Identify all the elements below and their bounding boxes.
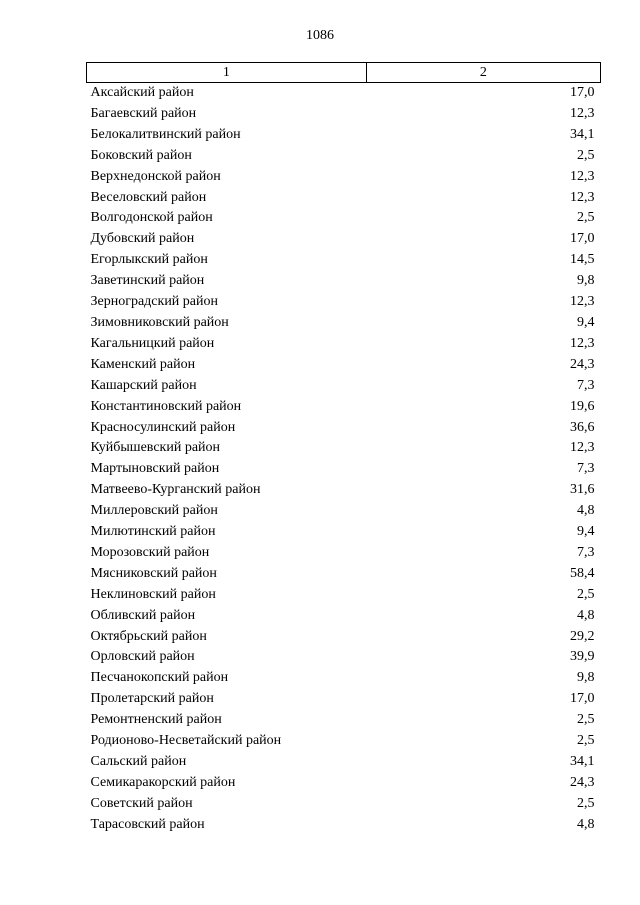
table-row [87,731,601,752]
district-value: 58,4 [570,565,595,581]
table-row [87,564,601,585]
table-row [87,167,601,188]
district-value: 7,3 [577,544,595,560]
column-header-2: 2 [366,63,600,83]
district-name: Егорлыкский район [90,252,208,268]
table-row [87,418,601,439]
district-name: Кашарский район [90,377,197,393]
table-row [87,313,601,334]
table-row [87,229,601,250]
district-name: Дубовский район [90,231,195,247]
district-name: Обливский район [90,607,196,623]
district-value: 12,3 [570,189,595,205]
district-name: Мясниковский район [90,565,217,581]
district-value: 34,1 [570,754,595,769]
table-row [87,292,601,313]
district-table [86,62,601,836]
district-name: Матвеево-Курганский район [90,482,261,498]
district-name: Морозовский район [90,544,210,560]
district-name: Багаевский район [90,105,197,121]
district-value: 24,3 [570,774,595,790]
district-name: Советский район [90,795,193,811]
district-value: 31,6 [570,482,595,498]
district-value: 14,5 [570,252,595,268]
table-row [87,334,601,355]
district-name: Куйбышевский район [90,440,221,456]
table-body [87,83,601,836]
district-name: Зерноградский район [90,294,218,310]
district-value: 19,6 [570,398,595,414]
district-name: Белокалитвинский район [90,126,241,142]
table-row [87,794,601,815]
table-row [87,585,601,606]
district-value: 7,3 [577,461,595,477]
district-value: 34,1 [570,126,595,142]
district-value: 2,5 [577,147,595,163]
district-value: 12,3 [570,440,595,456]
district-name: Милютинский район [90,524,216,540]
district-name: Боковский район [90,147,192,163]
column-header-1: 1 [87,63,367,83]
district-name: Миллеровский район [90,503,218,519]
district-name: Песчанокопский район [90,670,229,686]
district-name: Родионово-Несветайский район [90,733,282,749]
district-value: 24,3 [570,356,595,372]
district-value: 4,8 [577,607,595,623]
table-row [87,250,601,271]
district-value: 39,9 [570,649,595,665]
district-value: 2,5 [577,586,595,602]
table-row [87,104,601,125]
district-value: 29,2 [570,628,595,644]
district-value: 9,8 [577,670,595,686]
district-value: 9,4 [577,314,595,330]
district-name: Веселовский район [90,189,207,205]
table-row [87,480,601,501]
table-row [87,501,601,522]
district-name: Каменский район [90,356,196,372]
district-name: Семикаракорский район [90,774,236,790]
district-value: 2,5 [577,210,595,226]
table-row [87,689,601,710]
district-value: 4,8 [577,503,595,519]
table-row [87,146,601,167]
table-row [87,271,601,292]
district-name: Ремонтненский район [90,712,222,728]
table-row [87,397,601,418]
table-row [87,647,601,668]
district-value: 9,4 [577,524,595,540]
table-row [87,606,601,627]
district-value: 4,8 [577,816,595,832]
district-name: Зимовниковский район [90,314,229,330]
table-row [87,752,601,773]
table-header [87,63,601,83]
table-row [87,815,601,836]
district-value: 12,3 [570,105,595,121]
table-row [87,773,601,794]
district-name: Мартыновский район [90,461,220,477]
table-header-row [87,63,601,83]
district-name: Неклиновский район [90,586,216,602]
table-row [87,188,601,209]
district-name: Кагальницкий район [90,335,215,351]
district-name: Пролетарский район [90,691,214,707]
district-name: Верхнедонской район [90,168,221,184]
district-value: 36,6 [570,419,595,435]
district-value: 17,0 [570,85,595,100]
table-row [87,522,601,543]
district-value: 2,5 [577,733,595,749]
district-value: 12,3 [570,335,595,351]
district-name: Красносулинский район [90,419,236,435]
table-row [87,83,601,104]
page-number: 1086 [306,28,334,43]
district-value: 9,8 [577,273,595,289]
district-value: 2,5 [577,795,595,811]
district-name: Константиновский район [90,398,242,414]
district-name: Октябрьский район [90,628,207,644]
district-name: Сальский район [90,754,187,769]
table-row [87,125,601,146]
table-row [87,668,601,689]
table-row [87,438,601,459]
district-value: 7,3 [577,377,595,393]
table-row [87,627,601,648]
table-row [87,355,601,376]
table-row [87,543,601,564]
table-row [87,208,601,229]
district-value: 12,3 [570,294,595,310]
table-row [87,376,601,397]
table-row [87,710,601,731]
district-name: Волгодонской район [90,210,213,226]
district-name: Тарасовский район [90,816,205,832]
district-value: 12,3 [570,168,595,184]
district-name: Заветинский район [90,273,205,289]
district-value: 2,5 [577,712,595,728]
table-row [87,459,601,480]
district-name: Орловский район [90,649,195,665]
district-value: 17,0 [570,691,595,707]
district-name: Аксайский район [90,85,194,100]
district-value: 17,0 [570,231,595,247]
